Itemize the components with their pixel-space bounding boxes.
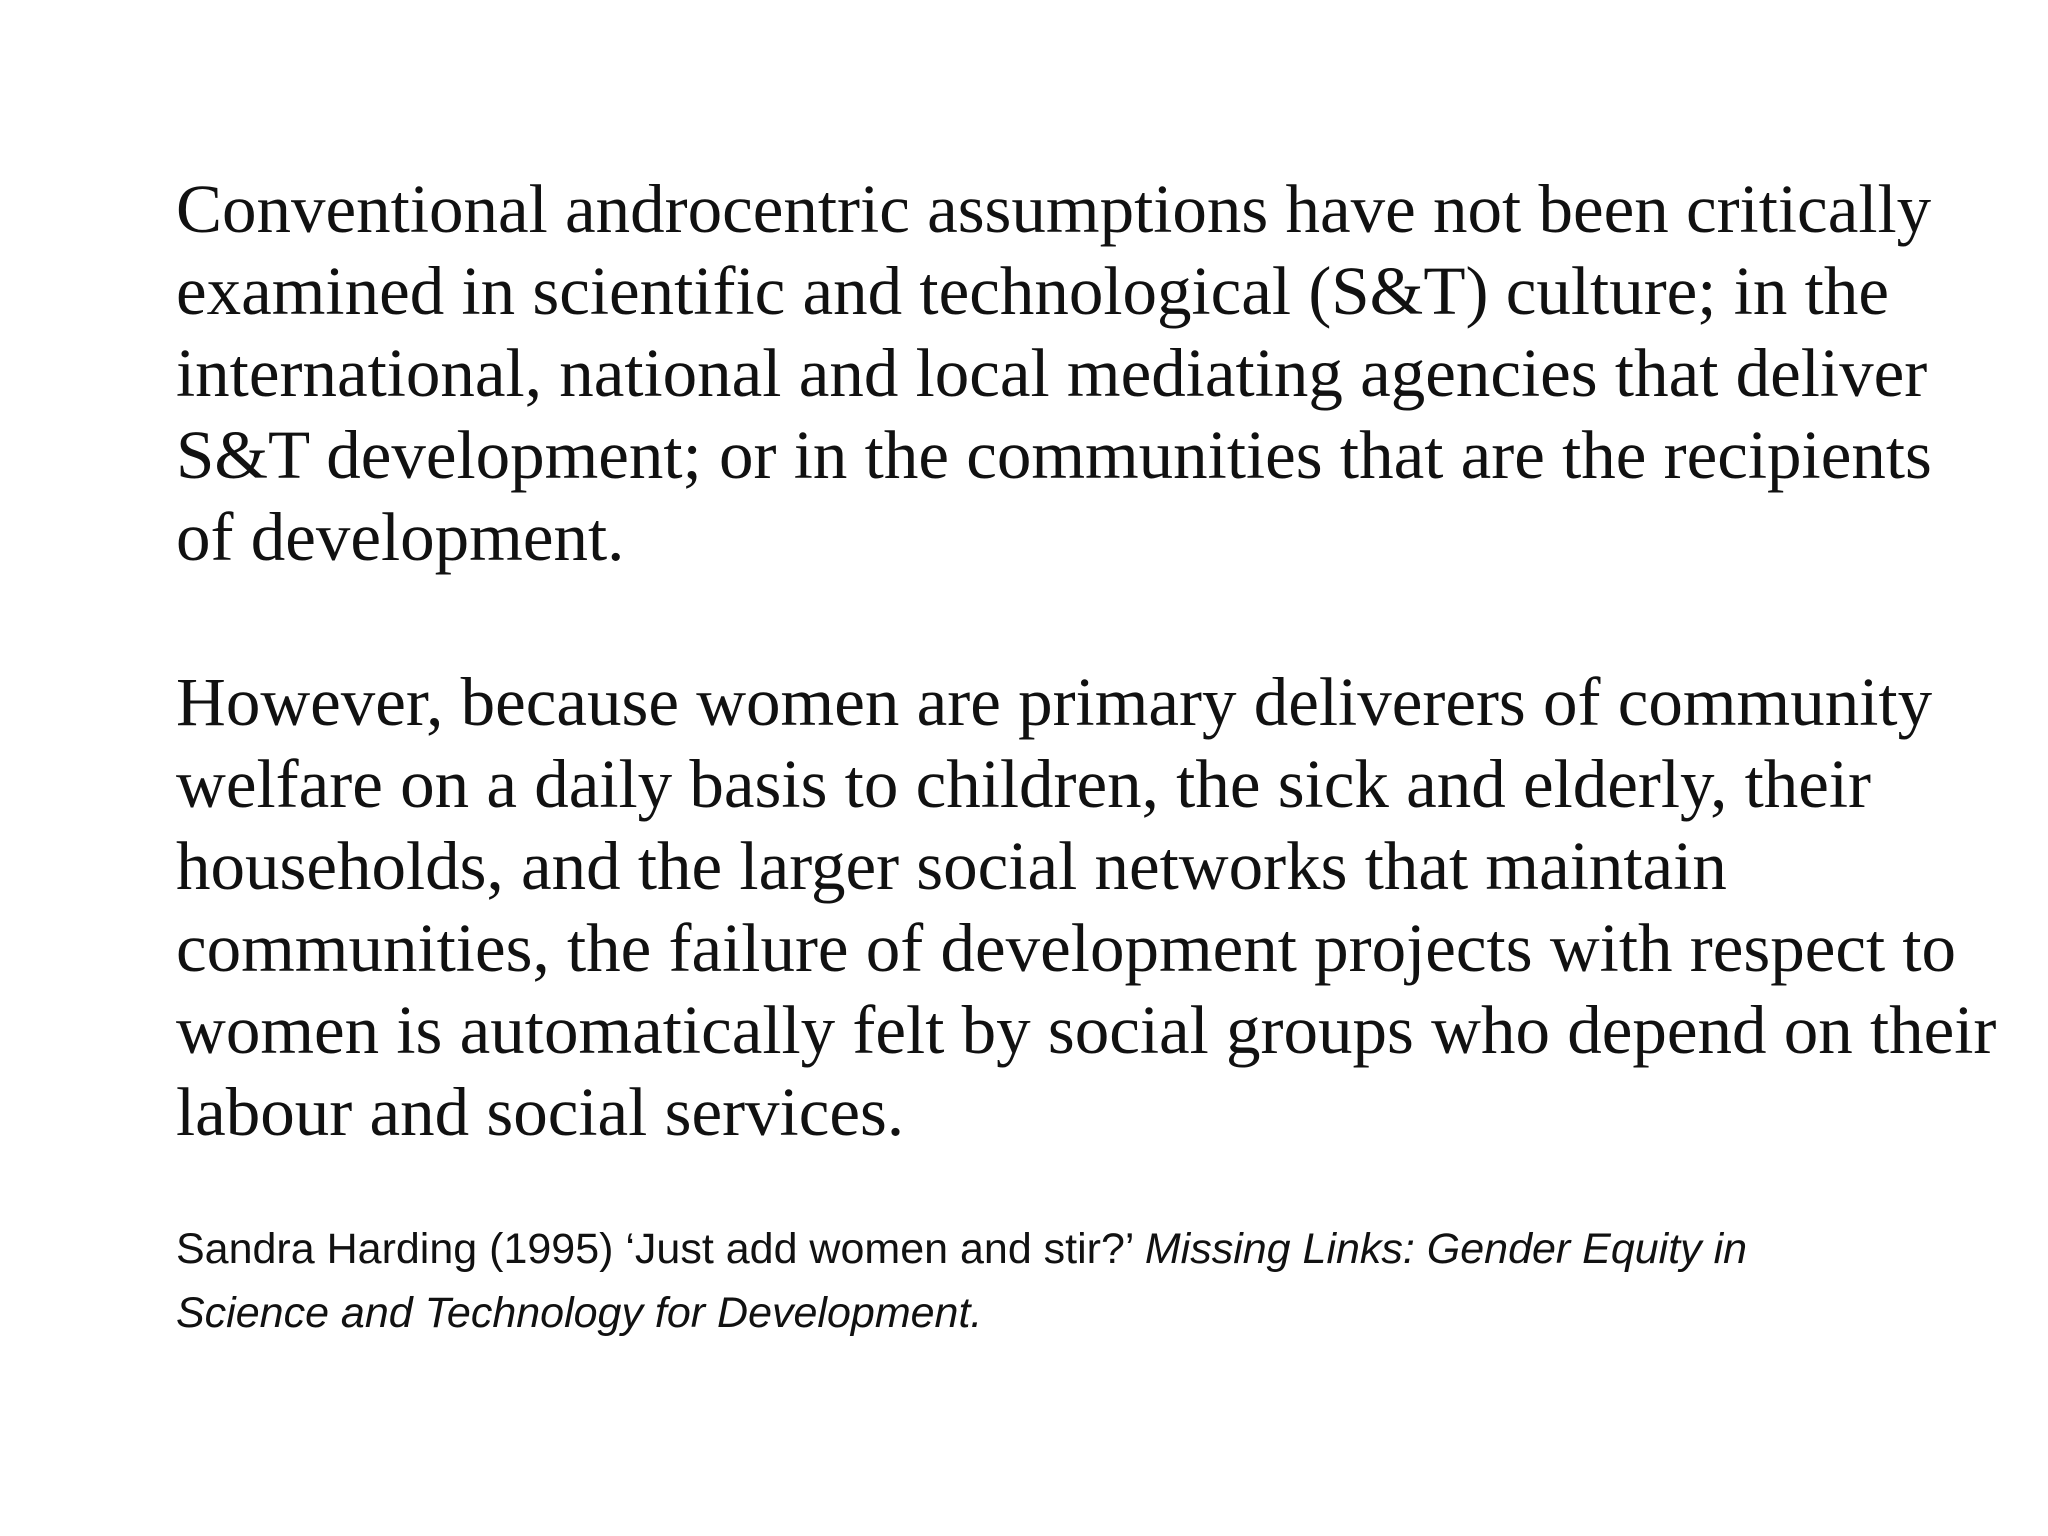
citation-line-1: [176, 1217, 1747, 1281]
paragraph-line: examined in scientific and technological (S&T) culture; in the: [176, 253, 1889, 329]
quote-paragraph-2: [176, 661, 1996, 1153]
citation-line-2: [176, 1281, 1747, 1345]
citation: [176, 1217, 1747, 1345]
paragraph-line: However, because women are primary deliverers of community: [176, 664, 1933, 740]
citation-author-title: Sandra Harding (1995) ‘Just add women and stir?’: [176, 1225, 1145, 1273]
citation-source: Missing Links: Gender Equity in: [1144, 1225, 1748, 1273]
paragraph-line: of development.: [176, 499, 625, 575]
paragraph-line: communities, the failure of development projects with respect to: [176, 910, 1957, 986]
paragraph-line: households, and the larger social networks that maintain: [176, 828, 1727, 904]
paragraph-line: women is automatically felt by social groups who depend on their: [176, 992, 1997, 1068]
paragraph-line: S&T development; or in the communities that are the recipients: [176, 417, 1932, 493]
paragraph-line: international, national and local mediating agencies that deliver: [176, 335, 1928, 411]
quote-paragraph-1: [176, 168, 1932, 578]
paragraph-line: Conventional androcentric assumptions have not been critically: [176, 171, 1932, 247]
paragraph-line: labour and social services.: [176, 1074, 905, 1150]
citation-source-continued: Science and Technology for Development.: [176, 1289, 983, 1337]
paragraph-line: welfare on a daily basis to children, the sick and elderly, their: [176, 746, 1872, 822]
